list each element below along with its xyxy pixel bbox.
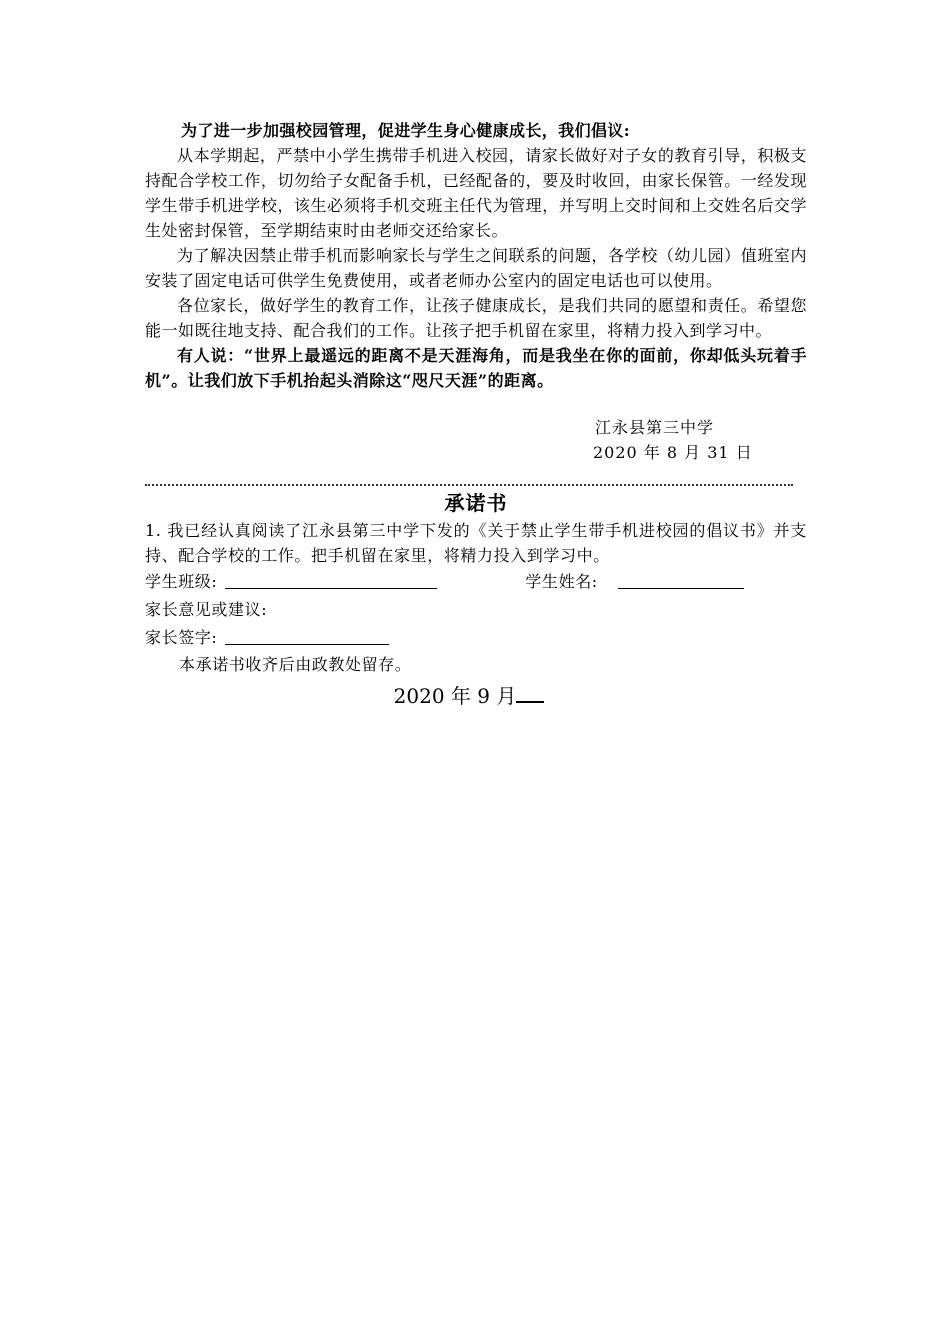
signature-block	[145, 415, 807, 465]
student-class-field[interactable]	[225, 568, 437, 589]
signature-org: 江永县第三中学	[595, 418, 715, 437]
parent-opinion-row	[145, 596, 807, 624]
proposal-paragraph-3: 各位家长，做好学生的教育工作，让孩子健康成长，是我们共同的愿望和责任。希望您能一如既往地支持、配合我们的工作。让孩子把手机留在家里，将精力投入到学习中。	[145, 296, 807, 340]
signature-date: 2020 年 8 月 31 日	[593, 443, 753, 462]
student-class-label: 学生班级:	[145, 572, 218, 591]
pledge-statement: 1. 我已经认真阅读了江永县第三中学下发的《关于禁止学生带手机进校园的倡议书》并支持、配合学校的工作。把手机留在家里，将精力投入到学习中。	[145, 521, 807, 565]
student-info-row	[145, 568, 807, 596]
pledge-date-day-field[interactable]	[516, 679, 544, 703]
pledge-note: 本承诺书收齐后由政教处留存。	[179, 655, 412, 674]
parent-signature-label: 家长签字:	[145, 628, 218, 647]
proposal-paragraph-2: 为了解决因禁止带手机而影响家长与学生之间联系的问题，各学校（幼儿园）值班室内安装了固定电话可供学生免费使用，或者老师办公室内的固定电话也可以使用。	[145, 246, 807, 290]
document-page	[145, 118, 807, 711]
proposal-quote: 有人说：“世界上最遥远的距离不是天涯海角，而是我坐在你的面前，你却低头玩着手机”。让我们放下手机抬起头消除这“咫尺天涯”的距离。	[145, 346, 807, 390]
pledge-date: 2020 年 9 月	[393, 684, 517, 708]
pledge-title: 承诺书	[444, 491, 508, 515]
proposal-paragraph-1: 从本学期起，严禁中小学生携带手机进入校园，请家长做好对子女的教育引导，积极支持配合学校工作，切勿给子女配备手机，已经配备的，要及时收回，由家长保管。一经发现学生带手机进学校，该生必须将手机交班主任代为管理，并写明上交时间和上交姓名后交学生处密封保管，至学期结束时由老师交还给家长。	[145, 146, 807, 240]
pledge-date-line	[145, 679, 807, 711]
student-name-label: 学生姓名:	[525, 572, 598, 591]
parent-signature-row	[145, 624, 807, 652]
proposal-heading: 为了进一步加强校园管理，促进学生身心健康成长，我们倡议:	[181, 121, 631, 140]
cut-line-divider	[145, 468, 793, 486]
student-name-field[interactable]	[618, 568, 744, 589]
parent-signature-field[interactable]	[225, 624, 389, 645]
parent-opinion-label: 家长意见或建议:	[145, 600, 268, 619]
